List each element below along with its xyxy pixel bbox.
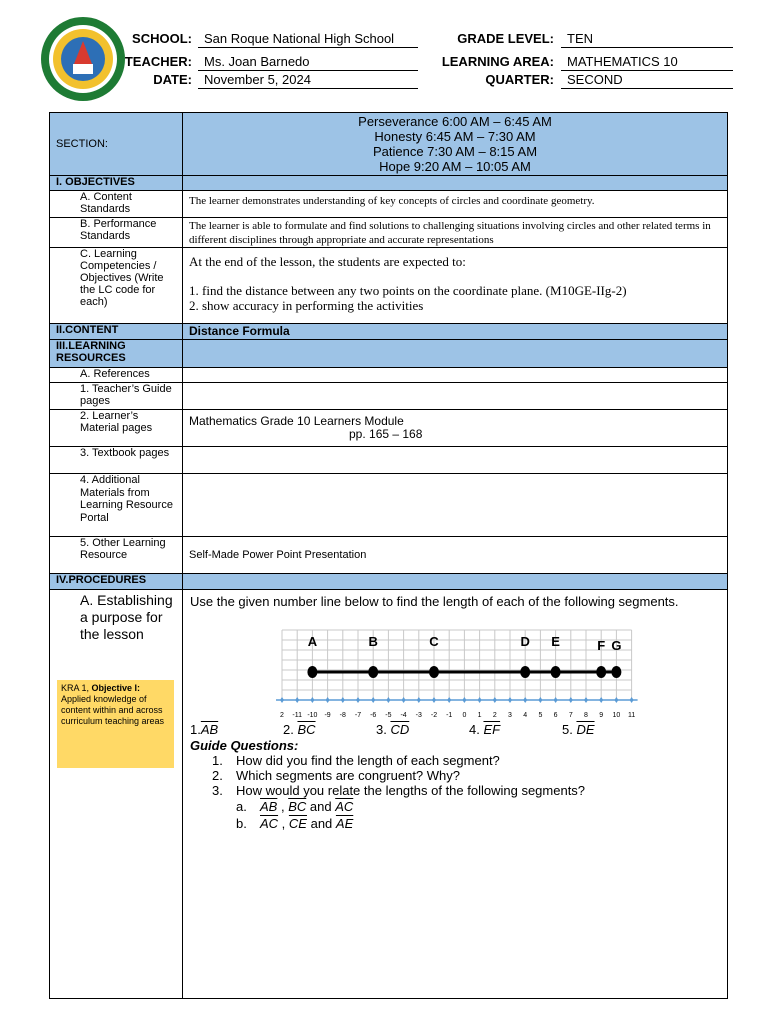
resources-heading: III.LEARNING RESOURCES bbox=[50, 340, 183, 368]
competency-2: 2. show accuracy in performing the activities bbox=[189, 298, 424, 313]
point-e bbox=[551, 666, 561, 678]
question-3: 3. How would you relate the lengths of the following segments? bbox=[212, 783, 586, 798]
axis-tick bbox=[310, 697, 314, 703]
axis-tick bbox=[538, 697, 542, 703]
section-label: SECTION: bbox=[50, 113, 183, 176]
point-f bbox=[596, 666, 606, 678]
segment-5: 5. $\overline{DE}$ bbox=[562, 722, 595, 737]
tick-label: -9 bbox=[324, 712, 331, 719]
procedure-a-label: A. Establishing a purpose for the lesson bbox=[50, 590, 183, 999]
kra-objective: Objective I: bbox=[91, 683, 141, 693]
tick-label: 0 bbox=[462, 712, 467, 719]
axis-tick bbox=[614, 697, 618, 703]
quarter-label: QUARTER: bbox=[485, 72, 554, 87]
axis-tick bbox=[523, 697, 527, 703]
axis-tick bbox=[569, 697, 573, 703]
point-label-c: C bbox=[429, 634, 439, 649]
objectives-heading: I. OBJECTIVES bbox=[50, 176, 183, 191]
tick-label: 7 bbox=[568, 712, 573, 719]
axis-tick bbox=[280, 697, 284, 703]
tick-label: -2 bbox=[430, 712, 438, 719]
learners-module-pages: pp. 165 – 168 bbox=[349, 427, 423, 441]
kra-text: Applied knowledge of content within and across curriculum teaching areas bbox=[61, 694, 165, 726]
content-standards-text: The learner demonstrates understanding of key concepts of circles and coordinate geometry. bbox=[183, 191, 728, 218]
competencies-text bbox=[183, 248, 728, 324]
point-g bbox=[611, 666, 621, 678]
quarter-value: SECOND bbox=[561, 72, 733, 89]
additional-materials-label: 4. Additional Materials from Learning Resource Portal bbox=[50, 474, 183, 537]
number-line-figure bbox=[270, 622, 640, 724]
performance-standards-label: B. Performance Standards bbox=[50, 218, 183, 248]
axis-tick bbox=[599, 697, 603, 703]
performance-standards-text: The learner is able to formulate and find solutions to challenging situations involving circles and other related terms in different disciplines through appropriate and accurate representations bbox=[183, 218, 728, 248]
area-value: MATHEMATICS 10 bbox=[561, 54, 733, 71]
tick-label: 9 bbox=[599, 712, 604, 719]
schedule-honesty: Honesty 6:45 AM – 7:30 AM bbox=[374, 129, 536, 144]
axis-tick bbox=[386, 697, 390, 703]
tick-label: 10 bbox=[612, 712, 621, 719]
tick-label: -8 bbox=[339, 712, 346, 719]
axis-tick bbox=[462, 697, 466, 703]
axis-tick bbox=[295, 697, 299, 703]
segment-list bbox=[190, 722, 720, 737]
question-3a: a. $\overline{AB}$ , $\overline{BC}$ and $\overline{AC}$ bbox=[236, 799, 354, 814]
number-line-grid bbox=[282, 630, 632, 700]
guide-questions bbox=[212, 753, 712, 831]
date-label: DATE: bbox=[153, 72, 192, 87]
segment-4: 4. $\overline{EF}$ bbox=[469, 722, 501, 737]
guide-questions-title: Guide Questions: bbox=[190, 738, 299, 753]
axis-tick bbox=[554, 697, 558, 703]
procedure-instruction: Use the given number line below to find the length of each of the following segments. bbox=[190, 594, 679, 609]
point-label-g: G bbox=[611, 638, 622, 653]
procedures-heading: IV.PROCEDURES bbox=[50, 574, 183, 590]
tick-label: -5 bbox=[385, 712, 392, 719]
point-a bbox=[307, 666, 317, 678]
axis-tick bbox=[493, 697, 497, 703]
learners-material-text bbox=[183, 410, 728, 447]
tick-label: 6 bbox=[553, 712, 558, 719]
section-schedules bbox=[183, 113, 728, 176]
tick-label: 3 bbox=[508, 712, 512, 719]
axis-tick bbox=[371, 697, 375, 703]
point-label-e: E bbox=[551, 634, 560, 649]
tick-label: -4 bbox=[400, 712, 407, 719]
question-2: 2. Which segments are congruent? Why? bbox=[212, 768, 460, 783]
tick-label: -7 bbox=[354, 712, 362, 719]
competencies-intro: At the end of the lesson, the students are expected to: bbox=[189, 254, 466, 269]
grade-value: TEN bbox=[561, 31, 733, 48]
tick-label: 2 bbox=[280, 712, 284, 719]
segment-2: 2. $\overline{BC}$ bbox=[283, 722, 316, 737]
point-label-d: D bbox=[520, 634, 530, 649]
competencies-label: C. Learning Competencies / Objectives (Write the LC code for each) bbox=[50, 248, 183, 324]
tick-label: -3 bbox=[415, 712, 422, 719]
tick-label: -1 bbox=[446, 712, 453, 719]
learners-material-label: 2. Learner’s Material pages bbox=[50, 410, 183, 447]
axis-tick bbox=[356, 697, 360, 703]
teacher-value: Ms. Joan Barnedo bbox=[198, 54, 418, 71]
competency-1: 1. find the distance between any two points on the coordinate plane. (M10GE-IIg-2) bbox=[189, 283, 627, 298]
schedule-hope: Hope 9:20 AM – 10:05 AM bbox=[379, 159, 531, 174]
question-1: 1. How did you find the length of each segment? bbox=[212, 753, 500, 768]
school-value: San Roque National High School bbox=[198, 31, 418, 48]
tick-label: -10 bbox=[307, 712, 318, 719]
schedule-perseverance: Perseverance 6:00 AM – 6:45 AM bbox=[358, 114, 552, 129]
date-value: November 5, 2024 bbox=[198, 72, 418, 89]
learners-module-title: Mathematics Grade 10 Learners Module bbox=[189, 414, 404, 428]
number-line-tick-labels bbox=[280, 712, 635, 719]
kra-prefix: KRA 1, bbox=[61, 683, 92, 693]
point-b bbox=[368, 666, 378, 678]
tick-label: -6 bbox=[370, 712, 377, 719]
tick-label: 2 bbox=[492, 712, 497, 719]
axis-tick bbox=[417, 697, 421, 703]
tick-label: -11 bbox=[292, 712, 303, 719]
axis-tick bbox=[432, 697, 436, 703]
segment-3: 3. $\overline{CD}$ bbox=[376, 722, 410, 737]
teachers-guide-label: 1. Teacher’s Guide pages bbox=[50, 383, 183, 410]
tick-label: 5 bbox=[538, 712, 543, 719]
area-label: LEARNING AREA: bbox=[441, 54, 554, 69]
number-line-axis bbox=[276, 697, 638, 703]
tick-label: 11 bbox=[627, 712, 636, 719]
axis-tick bbox=[402, 697, 406, 703]
content-topic: Distance Formula bbox=[183, 324, 728, 340]
references-label: A. References bbox=[50, 368, 183, 383]
segment-1: $1.\overline{AB}$ bbox=[190, 722, 219, 737]
lesson-plan-table bbox=[49, 112, 728, 999]
schedule-patience: Patience 7:30 AM – 8:15 AM bbox=[372, 144, 538, 159]
other-resource-label: 5. Other Learning Resource bbox=[50, 537, 183, 574]
content-standards-label: A. Content Standards bbox=[50, 191, 183, 218]
point-c bbox=[429, 666, 439, 678]
teacher-label: TEACHER: bbox=[124, 54, 192, 69]
point-label-a: A bbox=[307, 634, 318, 649]
tick-label: 4 bbox=[523, 712, 528, 719]
textbook-label: 3. Textbook pages bbox=[50, 447, 183, 474]
axis-tick bbox=[478, 697, 482, 703]
axis-tick bbox=[447, 697, 451, 703]
point-label-f: F bbox=[597, 638, 606, 653]
axis-tick bbox=[341, 697, 345, 703]
other-resource-text: Self-Made Power Point Presentation bbox=[183, 537, 728, 574]
question-3b: b. $\overline{AC}$ , $\overline{CE}$ and $\overline{AE}$ bbox=[236, 816, 354, 831]
point-d bbox=[520, 666, 530, 678]
kra-note bbox=[57, 680, 174, 768]
axis-tick bbox=[630, 697, 634, 703]
content-heading: II.CONTENT bbox=[50, 324, 183, 340]
school-label: SCHOOL: bbox=[132, 31, 192, 46]
tick-label: 8 bbox=[584, 712, 588, 719]
axis-tick bbox=[326, 697, 330, 703]
grade-label: GRADE LEVEL: bbox=[457, 31, 554, 46]
axis-tick bbox=[508, 697, 512, 703]
axis-tick bbox=[584, 697, 588, 703]
point-label-b: B bbox=[368, 634, 378, 649]
tick-label: 1 bbox=[477, 712, 482, 719]
